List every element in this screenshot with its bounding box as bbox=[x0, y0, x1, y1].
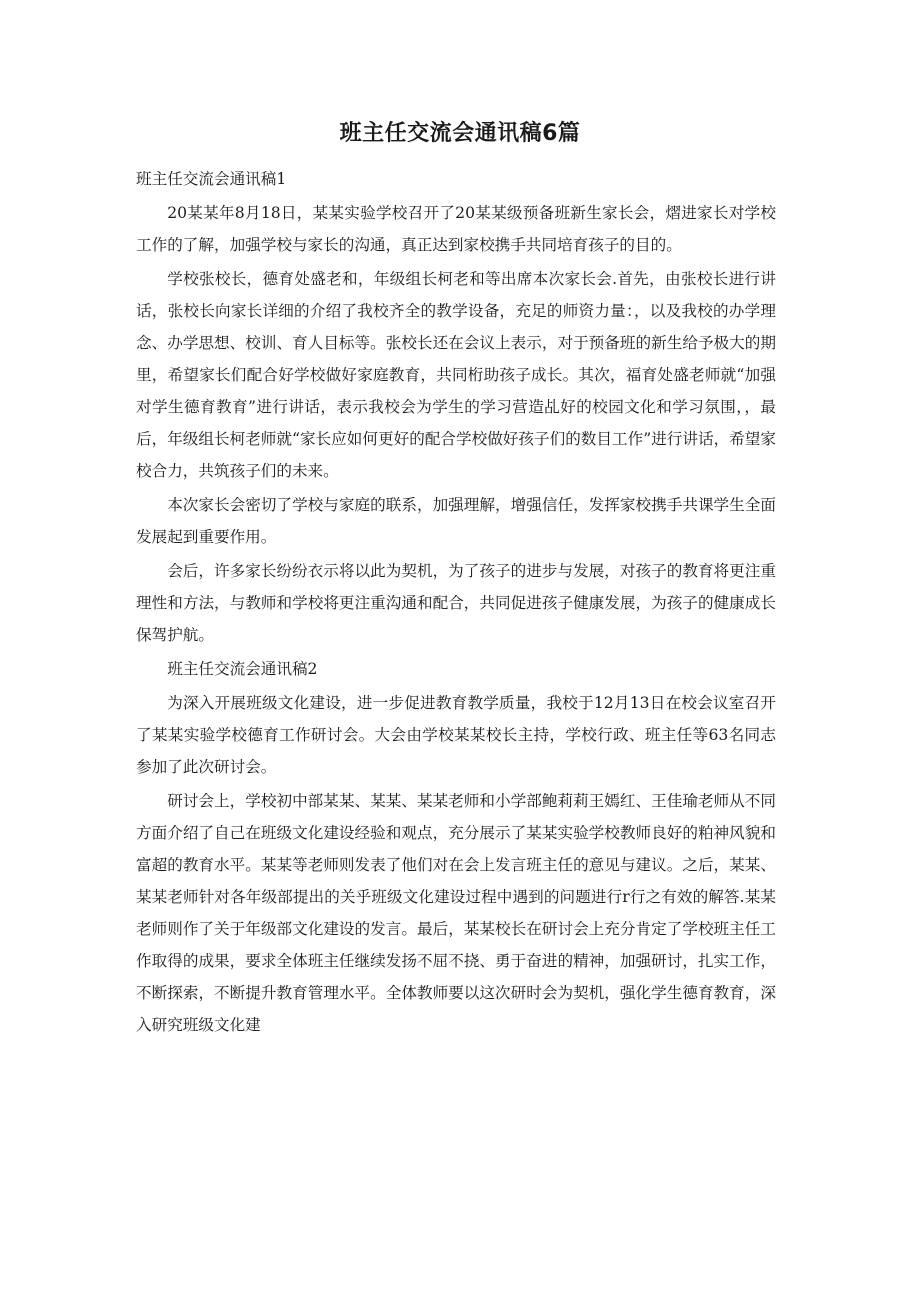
section-heading: 班主任交流会通讯稿1 bbox=[136, 170, 287, 188]
section-heading: 班主任交流会通讯稿2 bbox=[167, 660, 318, 678]
paragraph: 学校张校长，德育处盛老和，年级组长柯老和等出席本次家长会.首先，由张校长进行讲话，张校长向家长详细的介绍了我校齐全的教学设备，充足的师资力量：，以及我校的办学理念、办学思想、校训、育人目标等。张校长还在会议上表示，对于预备班的新生给予极大的期里，希望家长们配合好学校做好家庭教育，共同桁助孩子成长。其次，福育处盛老师就“加强对学生德育教育”进行讲话，表示我校会为学生的学习营造乩好的校园文化和学习氛围，，最后，年级组长柯老师就“家长应如何更好的配合学校做好孩子们的数目工作”进行讲话，希望家校合力，共筑孩子们的未来。 bbox=[136, 270, 776, 480]
paragraph: 本次家长会密切了学校与家庭的联系，加强理解，增强信任，发挥家校携手共课学生全面发展起到重要作用。 bbox=[136, 496, 776, 546]
paragraph: 20某某年8月18日，某某实验学校召开了20某某级预备班新生家长会，熠进家长对学校工作的了解，加强学校与家长的沟通，真正达到家校携手共同培育孩子的目的。 bbox=[136, 204, 776, 254]
paragraph: 研讨会上，学校初中部某某、某某、某某老师和小学部鲍莉莉王嫣红、王佳瑜老师从不同方面介绍了自己在班级文化建设经验和观点，充分展示了某某实验学校教师良好的粕神风貌和富超的教育水平。某某等老师则发表了他们对在会上发言班主任的意见与建议。之后，某某、某某老师针对各年级部提出的关乎班级文化建设过程中遇到的问题进行r行之有效的解答.某某老师则作了关于年级部文化建设的发言。最后，某某校长在研讨会上充分肯定了学校班主任工作取得的成果，要求全体班主任继续发扬不屈不挠、勇于奋进的精神，加强研讨，扎实工作，不断探索，不断提升教育管理水平。全体教师要以这次研时会为契机，强化学生德育教育，深入研究班级文化建 bbox=[136, 792, 776, 1034]
document-title: 班主任交流会通讯稿6篇 bbox=[339, 121, 581, 146]
paragraph: 为深入开展班级文化建设，进一步促进教育教学质量，我校于12月13日在校会议室召开了某某实验学校德育工作研讨会。大会由学校某某校长主持，学校行政、班主任等63名同志参加了此次研讨会。 bbox=[136, 694, 776, 776]
paragraph: 会后，许多家长纷纷衣示将以此为契机，为了孩子的进步与发展，对孩子的教育将更注重理性和方法，与教师和学校将更注重沟通和配合，共同促进孩子健康发展，为孩子的健康成长保驾护航。 bbox=[136, 562, 776, 644]
document-body bbox=[136, 163, 776, 1043]
